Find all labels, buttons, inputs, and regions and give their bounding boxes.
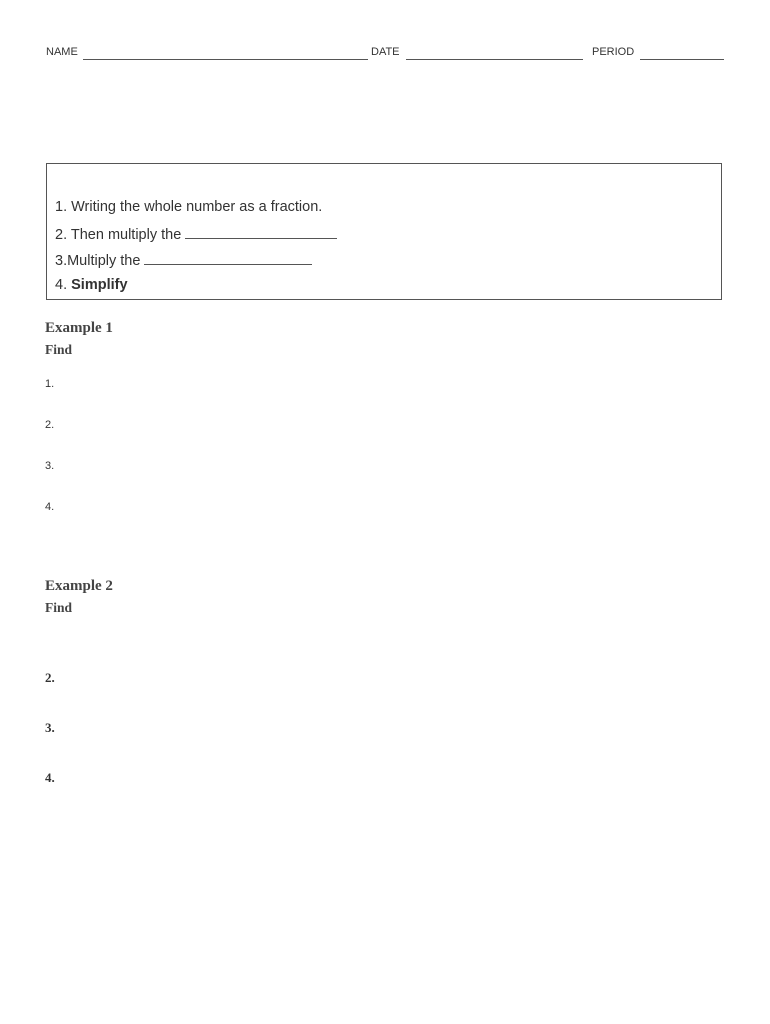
period-label: PERIOD — [592, 46, 635, 58]
date-blank — [406, 59, 583, 60]
example-1-item-4: 4. — [45, 501, 55, 513]
example-2-item-3: 3. — [45, 720, 55, 735]
step-2-blank — [185, 225, 337, 239]
example-1-subtitle: Find — [45, 342, 73, 357]
example-2-item-2: 2. — [45, 670, 55, 685]
name-blank — [83, 59, 368, 60]
example-1-item-3: 3. — [45, 460, 55, 472]
step-3-blank — [144, 251, 312, 265]
example-2-item-4: 4. — [45, 770, 55, 785]
step-3 — [55, 251, 312, 269]
step-4-prefix: 4. — [55, 277, 68, 293]
period-blank — [640, 59, 724, 60]
step-2-text: 2. Then multiply the — [55, 227, 182, 243]
step-4-bold: Simplify — [71, 277, 128, 293]
example-1-item-1: 1. — [45, 378, 55, 390]
step-4 — [55, 277, 128, 293]
name-label: NAME — [46, 46, 78, 58]
step-3-text: 3.Multiply the — [55, 253, 141, 269]
example-1-title: Example 1 — [45, 320, 113, 336]
steps-box — [46, 163, 722, 300]
step-1: 1. Writing the whole number as a fraction. — [55, 199, 323, 215]
example-2-subtitle: Find — [45, 600, 73, 615]
example-1-item-2: 2. — [45, 419, 55, 431]
example-2-title: Example 2 — [45, 578, 113, 594]
date-label: DATE — [371, 46, 400, 58]
step-2 — [55, 225, 337, 243]
